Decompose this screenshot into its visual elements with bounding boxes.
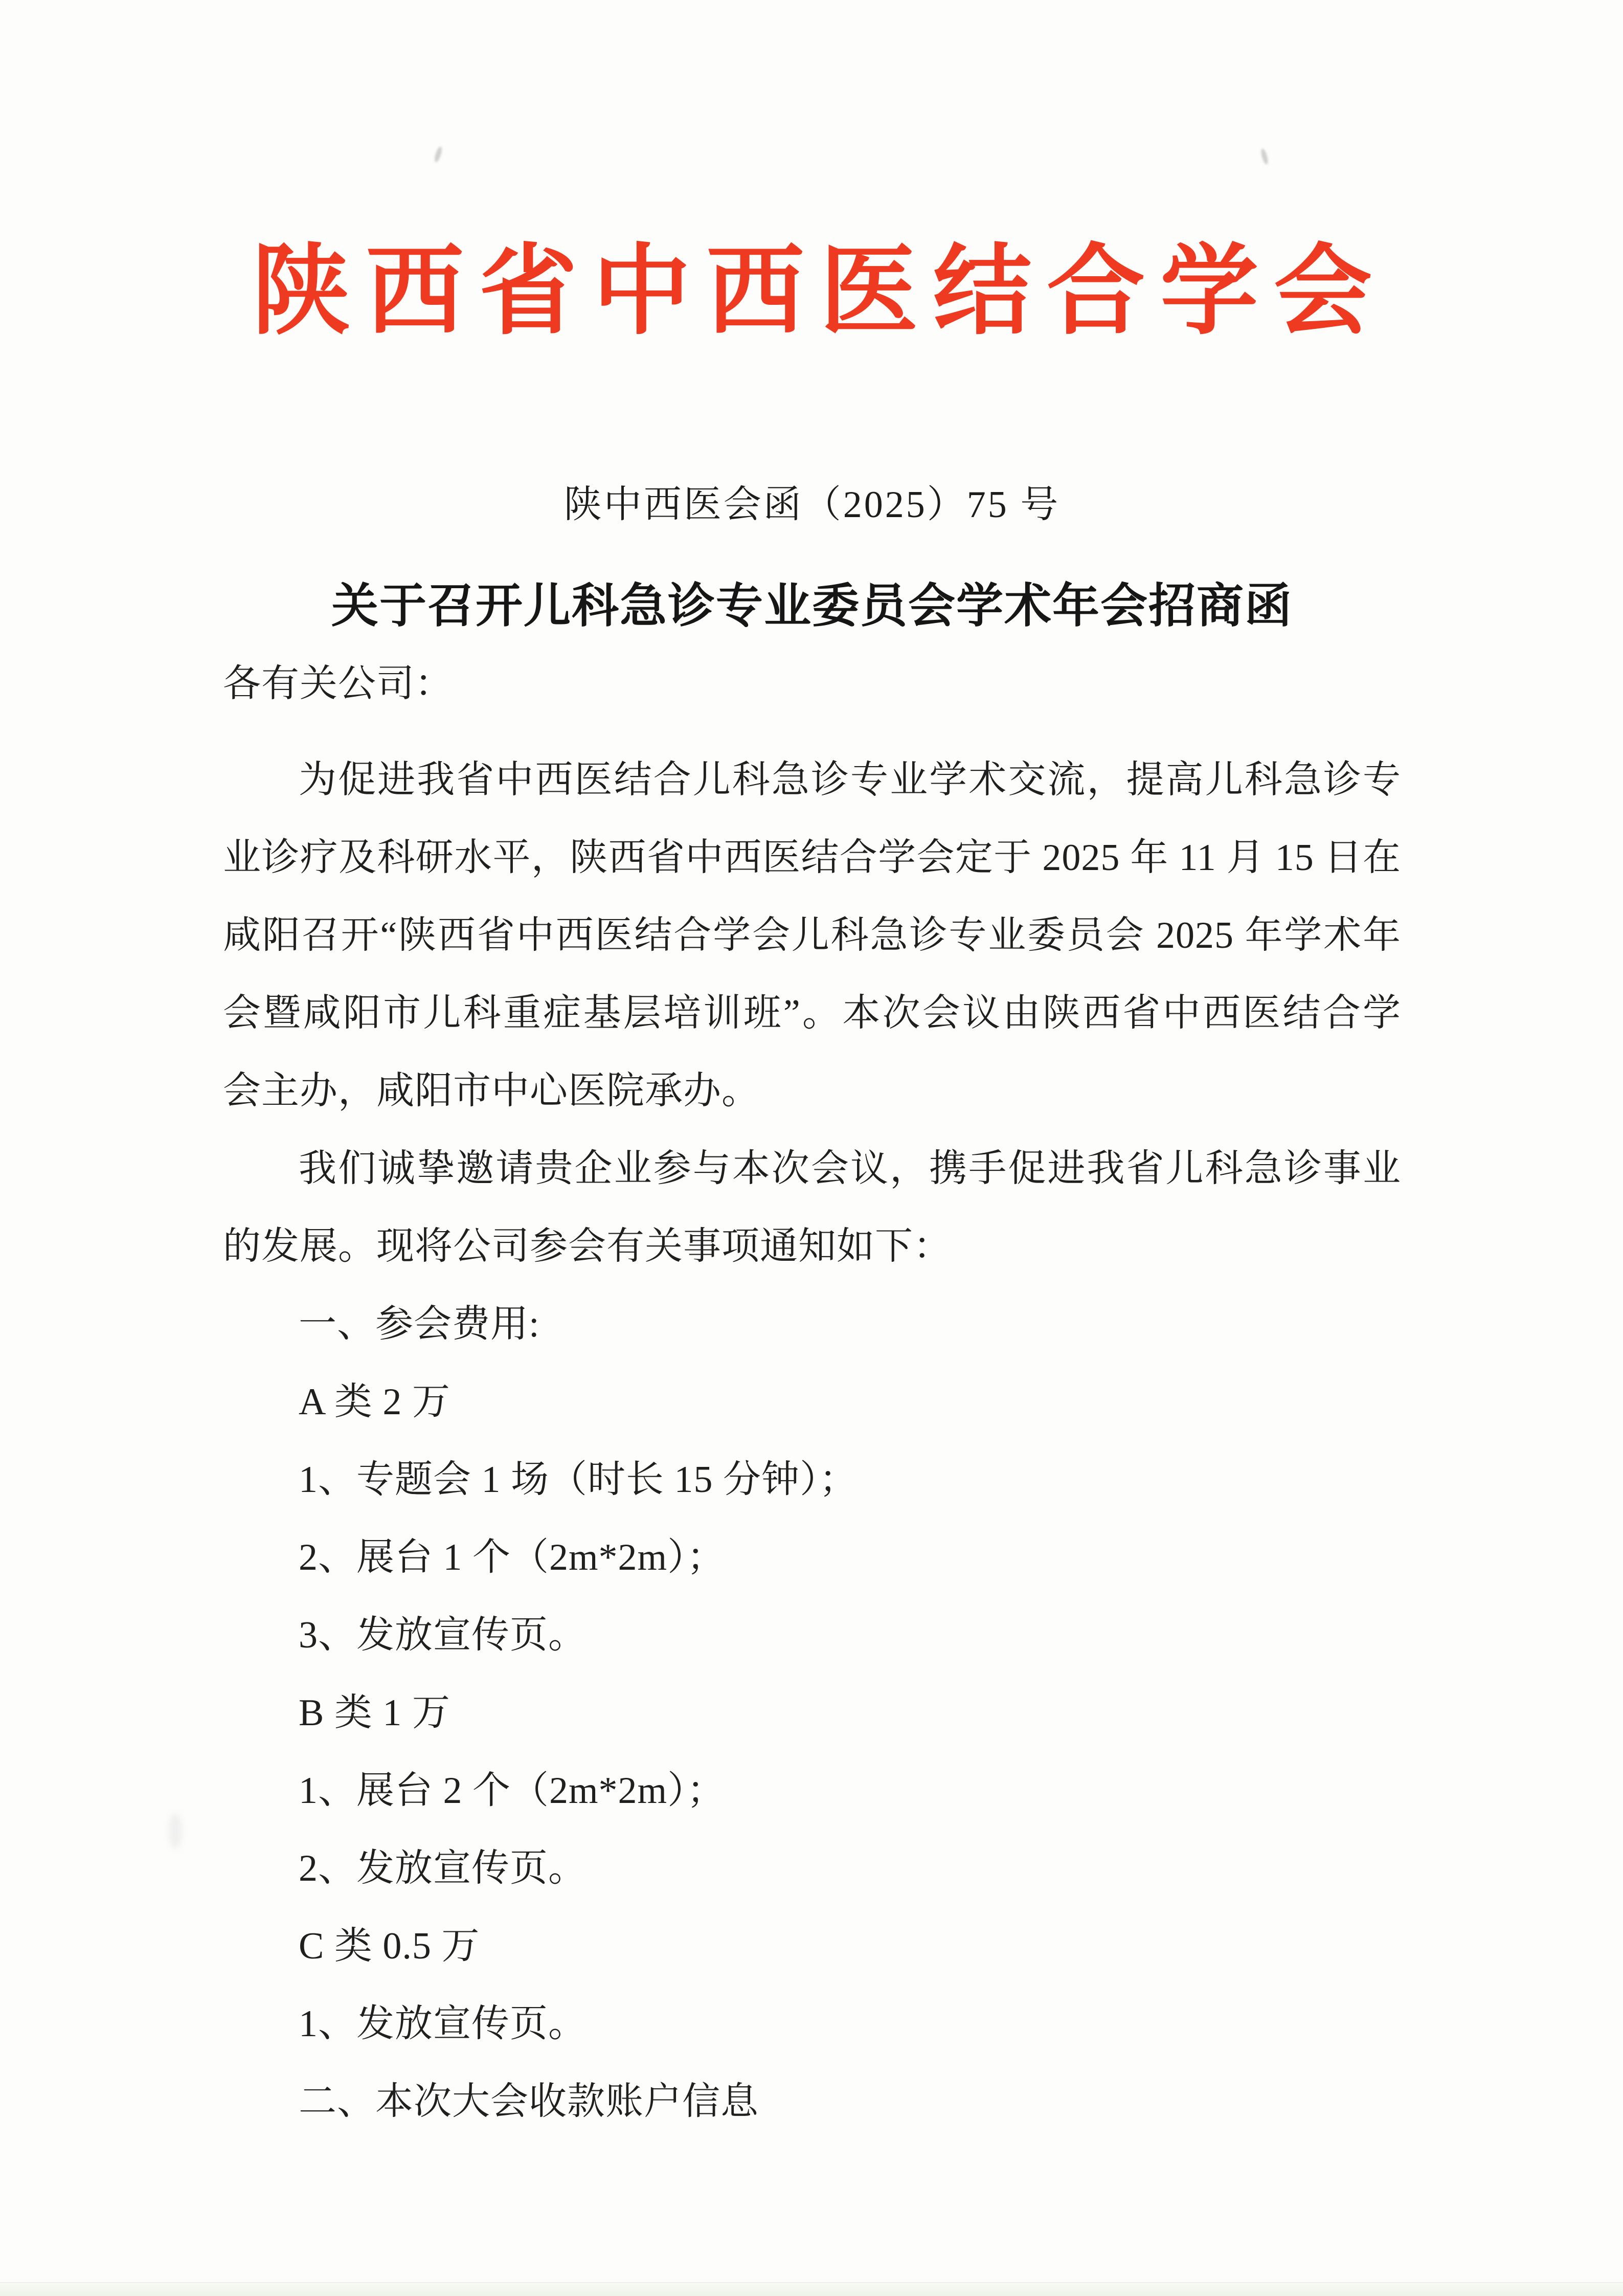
section-1-heading: 一、参会费用: <box>299 1303 540 1345</box>
fee-class-a-item-1: 1、专题会 1 场（时长 15 分钟）； <box>299 1459 858 1501</box>
fee-class-b-item-2: 2、发放宣传页。 <box>299 1847 587 1889</box>
paragraph-2-line-2: 的发展。现将公司参会有关事项通知如下： <box>223 1225 952 1267</box>
fee-class-a-item-3: 3、发放宣传页。 <box>299 1614 587 1656</box>
subject-title: 关于召开儿科急诊专业委员会学术年会招商函 <box>331 580 1293 632</box>
fee-class-a-item-2: 2、展台 1 个（2m*2m）； <box>299 1536 726 1578</box>
paragraph-1-line-2: 业诊疗及科研水平，陕西省中西医结合学会定于 2025 年 11 月 15 日在 <box>223 837 1401 879</box>
fee-class-b-item-1: 1、展台 2 个（2m*2m）； <box>299 1770 726 1812</box>
scan-speck <box>1260 148 1269 165</box>
paragraph-1-line-3: 咸阳召开“陕西省中西医结合学会儿科急诊专业委员会 2025 年学术年 <box>223 915 1401 956</box>
scan-edge-artifact <box>0 2282 1623 2296</box>
doc-number: 陕中西医会函（2025）75 号 <box>563 484 1061 526</box>
scan-speck <box>433 146 443 163</box>
letter-body <box>223 645 1401 2141</box>
scan-smudge <box>169 1813 182 1849</box>
fee-class-b: B 类 1 万 <box>299 1692 450 1734</box>
paragraph-1-line-4: 会暨咸阳市儿科重症基层培训班”。本次会议由陕西省中西医结合学 <box>223 992 1401 1034</box>
paragraph-1-line-1: 为促进我省中西医结合儿科急诊专业学术交流，提高儿科急诊专 <box>299 759 1401 801</box>
section-2-heading: 二、本次大会收款账户信息 <box>299 2081 759 2123</box>
org-title: 陕西省中西医结合学会 <box>252 237 1387 346</box>
fee-class-c: C 类 0.5 万 <box>299 1925 480 1967</box>
fee-class-a: A 类 2 万 <box>299 1381 450 1423</box>
paragraph-2-line-1: 我们诚挚邀请贵企业参与本次会议，携手促进我省儿科急诊事业 <box>299 1148 1401 1190</box>
fee-class-c-item-1: 1、发放宣传页。 <box>299 2003 587 2045</box>
salutation: 各有关公司： <box>223 663 453 705</box>
paragraph-1-line-5: 会主办，咸阳市中心医院承办。 <box>223 1070 760 1112</box>
